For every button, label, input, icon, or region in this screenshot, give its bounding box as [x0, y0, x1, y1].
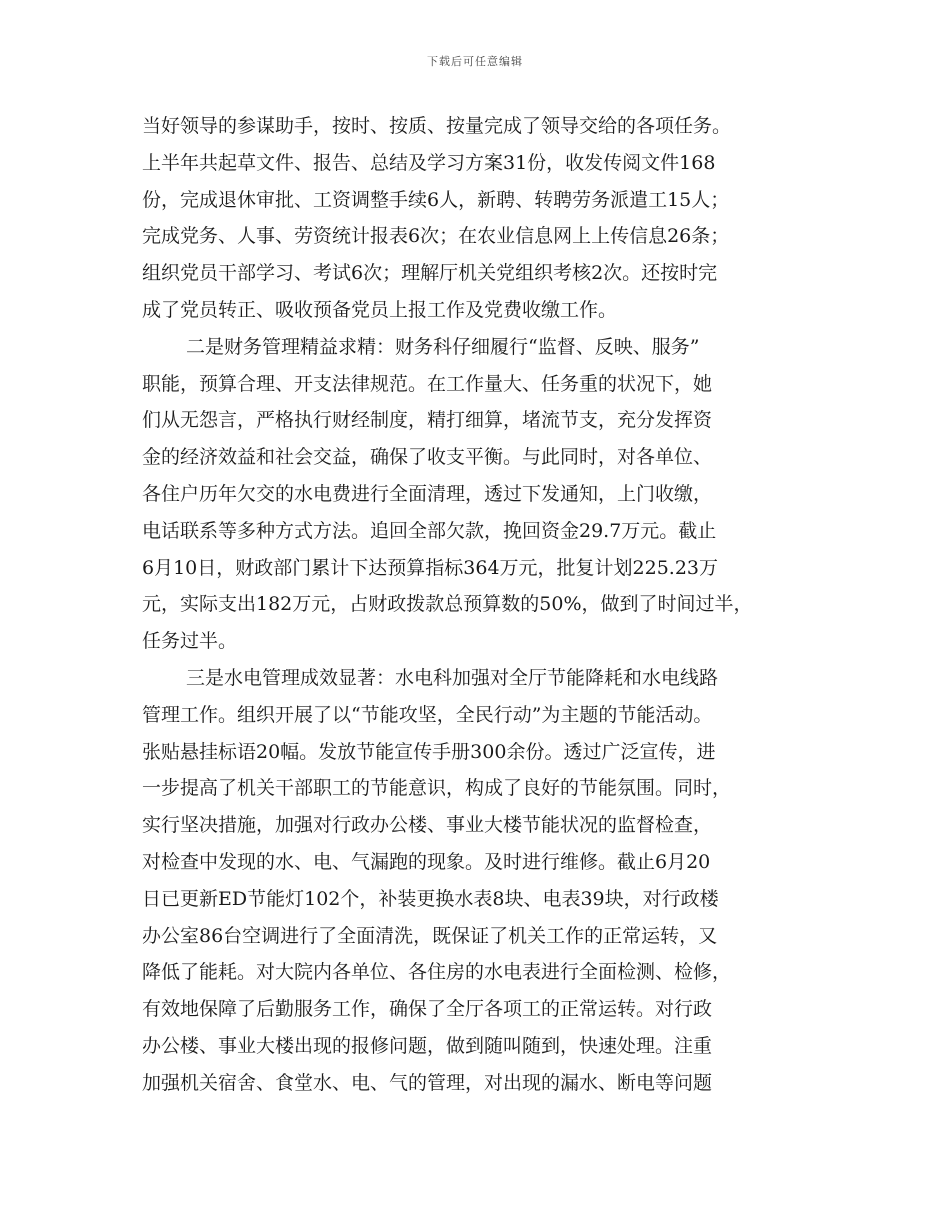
- text-line: 降低了能耗。对大院内各单位、各住房的水电表进行全面检测、检修，: [142, 961, 732, 984]
- text-line: 管理工作。组织开展了以“节能攻坚，全民行动”为主题的节能活动。: [142, 703, 713, 726]
- text-line: 二是财务管理精益求精：财务科仔细履行“监督、反映、服务”: [186, 335, 700, 358]
- text-line: 元，实际支出182万元，占财政拨款总预算数的50%，做到了时间过半，: [142, 593, 753, 616]
- text-line: 们从无怨言，严格执行财经制度，精打细算，堵流节支，充分发挥资: [142, 409, 713, 432]
- text-line: 有效地保障了后勤服务工作，确保了全厅各项工的正常运转。对行政: [142, 998, 713, 1021]
- page-header: 下载后可任意编辑: [427, 55, 523, 68]
- text-line: 金的经济效益和社会交益，确保了收支平衡。与此同时，对各单位、: [142, 446, 713, 469]
- text-line: 一步提高了机关干部职工的节能意识，构成了良好的节能氛围。同时，: [142, 777, 732, 800]
- text-line: 实行坚决措施，加强对行政办公楼、事业大楼节能状况的监督检查，: [142, 814, 713, 837]
- text-line: 6月10日，财政部门累计下达预算指标364万元，批复计划225.23万: [142, 556, 719, 579]
- text-line: 电话联系等多种方式方法。追回全部欠款，挽回资金29.7万元。截止: [142, 519, 717, 542]
- text-line: 加强机关宿舍、食堂水、电、气的管理，对出现的漏水、断电等问题: [142, 1071, 713, 1094]
- text-line: 各住户历年欠交的水电费进行全面清理，透过下发通知，上门收缴，: [142, 482, 713, 505]
- text-line: 当好领导的参谋助手，按时、按质、按量完成了领导交给的各项任务。: [142, 115, 732, 137]
- text-line: 成了党员转正、吸收预备党员上报工作及党费收缴工作。: [142, 298, 618, 321]
- text-line: 职能，预算合理、开支法律规范。在工作量大、任务重的状况下，她: [142, 372, 713, 395]
- text-line: 上半年共起草文件、报告、总结及学习方案31份，收发传阅文件168: [142, 151, 716, 174]
- text-line: 完成党务、人事、劳资统计报表6次；在农业信息网上上传信息26条；: [142, 225, 730, 248]
- text-line: 办公室86台空调进行了全面清洗，既保证了机关工作的正常运转，又: [142, 924, 718, 947]
- text-line: 日已更新ED节能灯102个，补装更换水表8块、电表39块，对行政楼: [142, 887, 719, 910]
- text-line: 任务过半。: [142, 630, 238, 653]
- text-line: 份，完成退休审批、工资调整手续6人，新聘、转聘劳务派遣工15人；: [142, 188, 730, 211]
- text-line: 张贴悬挂标语20幅。发放节能宣传手册300余份。透过广泛宣传，进: [142, 740, 716, 763]
- text-line: 三是水电管理成效显著：水电科加强对全厅节能降耗和水电线路: [186, 666, 719, 689]
- body-text: [142, 108, 822, 1102]
- text-line: 办公楼、事业大楼出现的报修问题，做到随叫随到，快速处理。注重: [142, 1034, 713, 1057]
- text-line: 对检查中发现的水、电、气漏跑的现象。及时进行维修。截止6月20: [142, 850, 711, 873]
- text-line: 组织党员干部学习、考试6次；理解厅机关党组织考核2次。还按时完: [142, 262, 718, 285]
